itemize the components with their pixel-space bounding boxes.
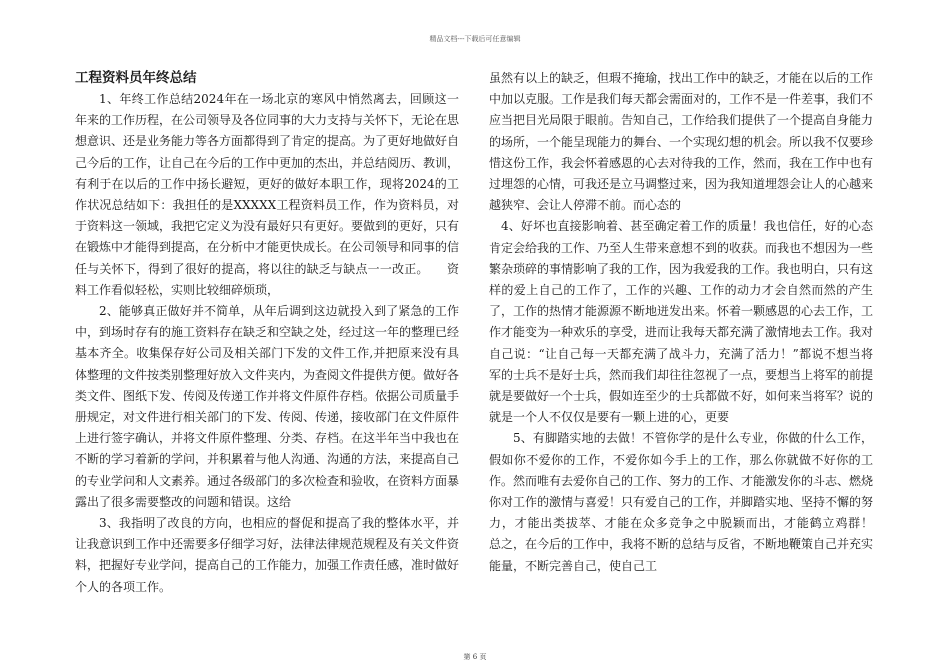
paragraph-3: 3、我指明了改良的方向，也相应的督促和提高了我的整体水平，并让我意识到工作中还需要多仔细学习好，法律法律规范规程及有关文件资料，把握好专业学问，提高自己的工作能力，加强工作责任感，准时做好个人的各项工作。: [75, 516, 460, 594]
paragraph-1: 1、年终工作总结2024年在一场北京的寒风中悄然离去，回顾这一年来的工作历程，在公司领导及各位同事的大力支持与关怀下，无论在思想意识、还是业务能力等各方面都得到了肯定的提高。为了更好地做好自己今后的工作，让自己在今后的工作中更加的杰出，并总结阅历、教训，有利于在以后的工作中扬长避短，更好的做好本职工作，现将2024的工作状况总结如下：我担任的是XXXXX工程资料员工作，作为资料员，对于资料这一领域，我把它定义为没有最好只有更好。要做到的更好，只有在锻炼中才能得到提高，在分析中才能更快成长。在公司领导和同事的信任与关怀下，得到了很好的提高，将以往的缺乏与缺点一一改正。 资料工作看似轻松，实则比较细碎烦琐，: [75, 92, 460, 297]
left-column: [75, 68, 459, 598]
paragraph-continued: 虽然有以上的缺乏，但瑕不掩瑜，找出工作中的缺乏，才能在以后的工作中加以克服。工作是我们每天都会需面对的，工作不是一件差事，我们不应当把目光局限于眼前。告知自己，工作给我们提供了一个提高自身能力的场所，一个能呈现能力的舞台、一个实现幻想的机会。所以我不仅要珍惜这份工作，我会怀着感恩的心去对待我的工作，然而，我在工作中也有过埋怨的心情，可我还是立马调整过来，因为我知道埋怨会让人的心越来越狭窄、会让人停滞不前。而心态的: [489, 71, 874, 213]
document-title: 工程资料员年终总结: [75, 70, 197, 86]
paragraph-5: 5、有脚踏实地的去做！不管你学的是什么专业，你做的什么工作，假如你不爱你的工作，不爱你如今手上的工作，那么你就做不好你的工作。然而唯有去爱你自己的工作、努力的工作、才能激发你的斗志、燃烧你对工作的激情与喜爱！只有爱自己的工作，并脚踏实地、坚持不懈的努力，才能出类拔萃、才能在众多竞争之中脱颖而出，才能鹤立鸡群！ 总之，在今后的工作中，我将不断的总结与反省，不断地鞭策自己并充实能量，不断完善自己，使自己工: [489, 431, 898, 573]
page-header: 精品文档---下载后可任意编辑: [429, 35, 521, 43]
right-column: [489, 68, 898, 577]
paragraph-4: 4、好坏也直接影响着、甚至确定着工作的质量！我也信任，好的心态肯定会给我的工作、乃至人生带来意想不到的收获。而我也不想因为一些繁杂琐碎的事情影响了我的工作，因为我爱我的工作。我也明白，只有这样的爱上自己的工作了，工作的兴趣、工作的动力才会自然而然的产生了，工作的热情才能源源不断地迸发出来。怀着一颗感恩的心去工作，工作才能变为一种欢乐的享受，进而让我每天都充满了激情地去工作。我对自己说：“让自己每一天都充满了战斗力，充满了活力！”都说不想当将军的士兵不是好士兵，然而我们却往往忽视了一点，要想当上将军的前提就是要做好一个士兵，假如连至少的士兵都做不好，如何来当将军？说的就是一个人不仅仅是要有一颗上进的心，更要: [489, 219, 874, 425]
paragraph-2: 2、能够真正做好并不简单，从年后调到这边就投入到了紧急的工作中，到场时存有的施工资料存在缺乏和空缺之处，经过这一年的整理已经基本齐全。收集保存好公司及相关部门下发的文件工作,并把原来没有具体整理的文件按类别整理好放入文件夹内，为查阅文件提供方便。做好各类文件、图纸下发、传阅及传递工作并将文件原件存档。依据公司质量手册规定，对文件进行相关部门的下发、传阅、传递，接收部门在文件原件上进行签字确认，并将文件原件整理、分类、存档。在这半年当中我也在不断的学习着新的学问，并积累着与他人沟通、沟通的方法，来提高自己的专业学问和人文素养。通过各级部门的多次检查和验收，在资料方面暴露出了很多需要整改的问题和错误。这给: [75, 304, 460, 509]
page-number: 第 6 页: [463, 653, 487, 661]
